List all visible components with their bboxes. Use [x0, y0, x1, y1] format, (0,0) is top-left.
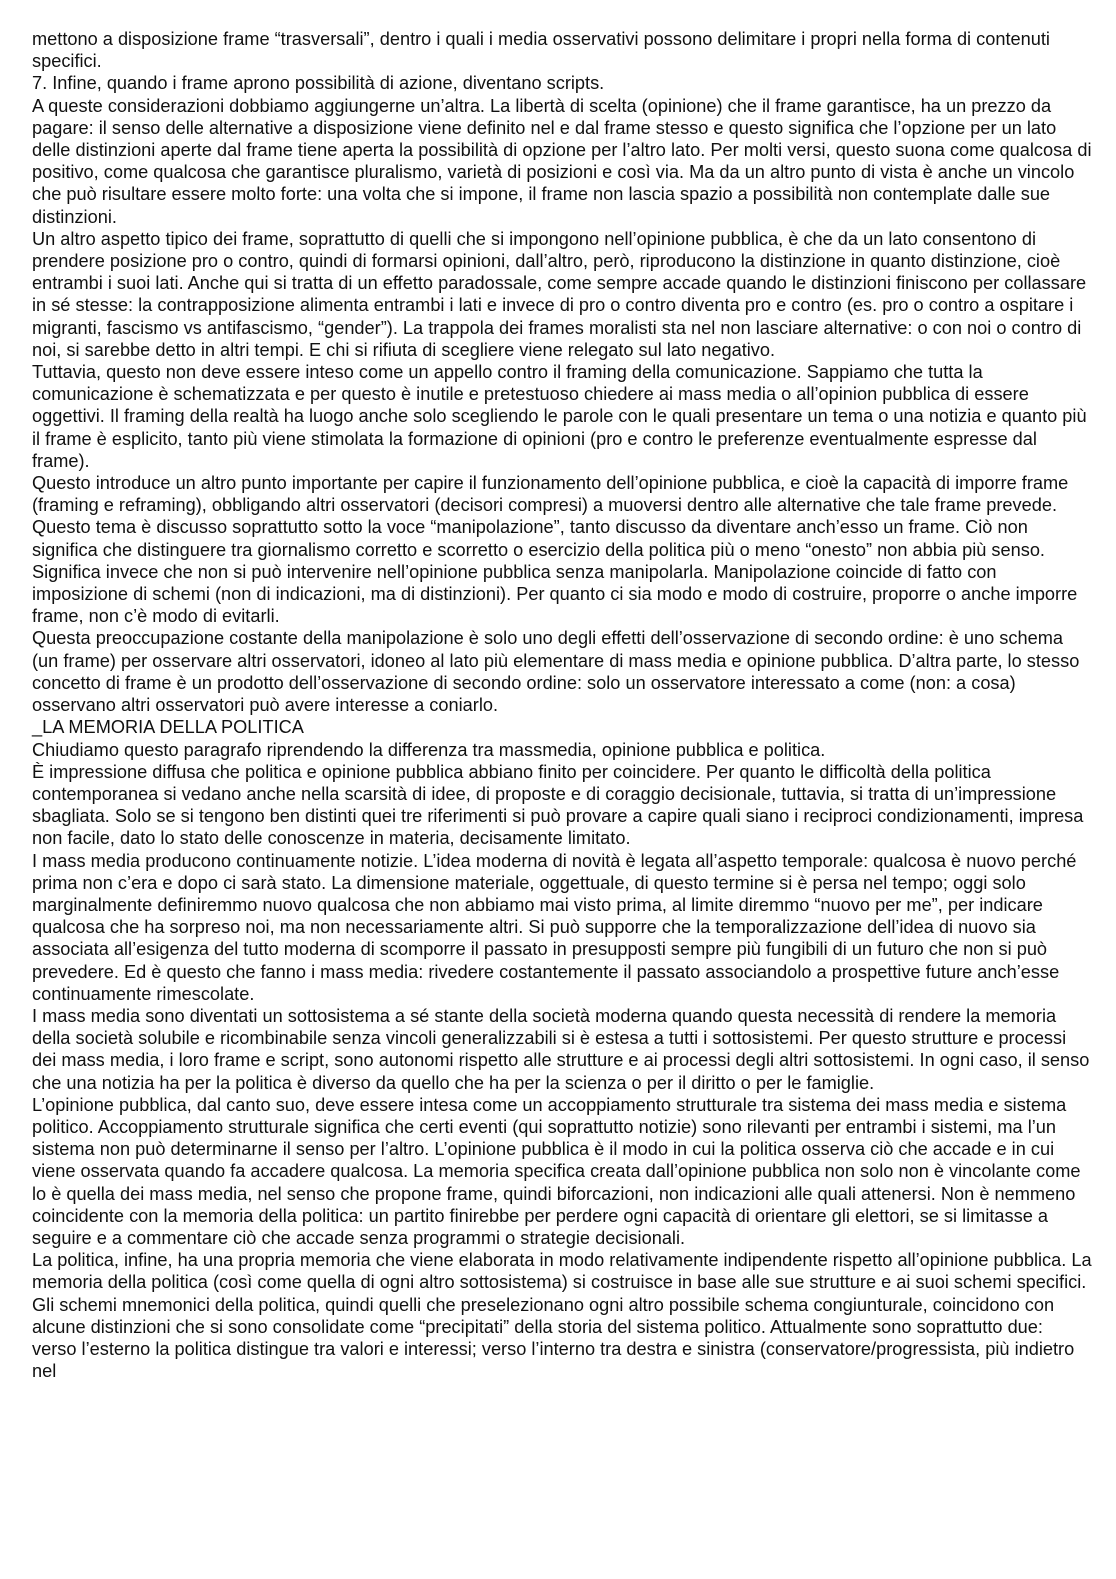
paragraph: Chiudiamo questo paragrafo riprendendo la differenza tra massmedia, opinione pubblica e politica. — [32, 739, 826, 760]
paragraph: I mass media sono diventati un sottosistema a sé stante della società moderna quando questa necessità di rendere la memoria della società solubile e ricombinabile senza vincoli generalizzabili si è estesa a tutti i sottosistemi. Per questo strutture e processi dei mass media, i loro frame e script, sono autonomi rispetto alle strutture e ai processi degli altri sottosistemi. In ogni caso, il senso che una notizia ha per la politica è diverso da quello che ha per la scienza o per il diritto o per le famiglie. — [32, 1005, 1090, 1093]
paragraph: È impressione diffusa che politica e opinione pubblica abbiano finito per coincidere. Per quanto le difficoltà della politica contemporanea si vedano anche nella scarsità di idee, di proposte e di coraggio decisionale, tuttavia, si tratta di un’impressione sbagliata. Solo se si tengono ben distinti quei tre riferimenti si può provare a capire quali siano i reciproci condizionamenti, impresa non facile, dato lo stato delle conoscenze in materia, decisamente limitato. — [32, 761, 1084, 849]
paragraph: Questo introduce un altro punto importante per capire il funzionamento dell’opinione pubblica, e cioè la capacità di imporre frame (framing e reframing), obbligando altri osservatori (decisori compresi) a muoversi dentro alle alternative che tale frame prevede. Questo tema è discusso soprattutto sotto la voce “manipolazione”, tanto discusso da diventare anch’esso un frame. Ciò non significa che distinguere tra giornalismo corretto e scorretto o esercizio della politica più o meno “onesto” non abbia più senso. Significa invece che non si può intervenire nell’opinione pubblica senza manipolarla. Manipolazione coincide di fatto con imposizione di schemi (non di indicazioni, ma di distinzioni). Per quanto ci sia modo e modo di costruire, proporre o anche imporre frame, non c’è modo di evitarli. — [32, 473, 1078, 627]
paragraph: I mass media producono continuamente notizie. L’idea moderna di novità è legata all’aspetto temporale: qualcosa è nuovo perché prima non c’era e dopo ci sarà stato. La dimensione materiale, oggettuale, di questo termine si è persa nel tempo; oggi solo marginalmente definiremmo nuovo qualcosa che non abbiamo mai visto prima, al limite diremmo “nuovo per me”, per indicare qualcosa che ha sorpreso noi, ma non necessariamente altri. Si può supporre che la temporalizzazione dell’idea di nuovo sia associata all’esigenza del tutto moderna di scomporre il passato in presupposti sempre più fungibili di un futuro che non si può prevedere. Ed è questo che fanno i mass media: rivedere costantemente il passato associandolo a prospettive future anch’esse continuamente rimescolate. — [32, 850, 1077, 1004]
paragraph: Tuttavia, questo non deve essere inteso come un appello contro il framing della comunicazione. Sappiamo che tutta la comunicazione è schematizzata e per questo è inutile e pretestuoso chiedere ai mass media o all’opinion pubblica di essere oggettivi. Il framing della realtà ha luogo anche solo scegliendo le parole con le quali presentare un tema o una notizia e quanto più il frame è esplicito, tanto più viene stimolata la formazione di opinioni (pro e contro le preferenze eventualmente espresse dal frame). — [32, 362, 1087, 471]
paragraph: mettono a disposizione frame “trasversali”, dentro i quali i media osservativi possono delimitare i propri nella forma di contenuti specifici. — [32, 29, 1050, 72]
paragraph: La politica, infine, ha una propria memoria che viene elaborata in modo relativamente indipendente rispetto all’opinione pubblica. La memoria della politica (così come quella di ogni altro sottosistema) si costruisce in base alle sue strutture e ai suoi schemi specifici. Gli schemi mnemonici della politica, quindi quelli che preselezionano ogni altro possibile schema congiunturale, coincidono con alcune distinzioni che si sono consolidate come “precipitati” della storia del sistema politico. Attualmente sono soprattutto due: verso l’esterno la politica distingue tra valori e interessi; verso l’interno tra destra e sinistra (conservatore/progressista, più indietro nel — [32, 1250, 1092, 1382]
document-page — [32, 28, 1092, 1382]
paragraph: Un altro aspetto tipico dei frame, soprattutto di quelli che si impongono nell’opinione pubblica, è che da un lato consentono di prendere posizione pro o contro, quindi di formarsi opinioni, dall’altro, però, riproducono la distinzione in quanto distinzione, cioè entrambi i suoi lati. Anche qui si tratta di un effetto paradossale, come sempre accade quando le distinzioni finiscono per collassare in sé stesse: la contrapposizione alimenta entrambi i lati e invece di pro o contro diventa pro e contro (es. pro o contro a ospitare i migranti, fascismo vs antifascismo, “gender”). La trappola dei frames moralisti sta nel non lasciare alternative: o con noi o contro di noi, si sarebbe detto in altri tempi. E chi si rifiuta di scegliere viene relegato sul lato negativo. — [32, 228, 1087, 360]
paragraph: L’opinione pubblica, dal canto suo, deve essere intesa come un accoppiamento strutturale tra sistema dei mass media e sistema politico. Accoppiamento strutturale significa che certi eventi (qui soprattutto notizie) sono rilevanti per entrambi i sistemi, ma l’un sistema non può determinarne il senso per l’altro. L’opinione pubblica è il modo in cui la politica osserva ciò che accade e in cui viene osservata quando fa accadere qualcosa. La memoria specifica creata dall’opinione pubblica non solo non è vincolante come lo è quella dei mass media, nel senso che propone frame, quindi biforcazioni, non indicazioni alle quali attenersi. Non è nemmeno coincidente con la memoria della politica: un partito finirebbe per perdere ogni capacità di orientare gli elettori, se si limitasse a seguire e a commentare ciò che accade senza programmi o strategie decisionali. — [32, 1094, 1081, 1248]
paragraph: Questa preoccupazione costante della manipolazione è solo uno degli effetti dell’osservazione di secondo ordine: è uno schema (un frame) per osservare altri osservatori, idoneo al lato più elementare di mass media e opinione pubblica. D’altra parte, lo stesso concetto di frame è un prodotto dell’osservazione di secondo ordine: solo un osservatore interessato a come (non: a cosa) osservano altri osservatori può avere interesse a coniarlo. — [32, 628, 1080, 716]
section-heading: _LA MEMORIA DELLA POLITICA — [32, 717, 304, 738]
paragraph: A queste considerazioni dobbiamo aggiungerne un’altra. La libertà di scelta (opinione) che il frame garantisce, ha un prezzo da pagare: il senso delle alternative a disposizione viene definito nel e dal frame stesso e questo significa che l’opzione per un lato delle distinzioni aperte dal frame tiene aperta la possibilità di opzione per l’altro lato. Per molti versi, questo suona come qualcosa di positivo, come qualcosa che garantisce pluralismo, varietà di posizioni e così via. Ma da un altro punto di vista è anche un vincolo che può risultare essere molto forte: una volta che si impone, il frame non lascia spazio a possibilità non contemplate dalle sue distinzioni. — [32, 95, 1092, 227]
paragraph: 7. Infine, quando i frame aprono possibilità di azione, diventano scripts. — [32, 73, 605, 94]
